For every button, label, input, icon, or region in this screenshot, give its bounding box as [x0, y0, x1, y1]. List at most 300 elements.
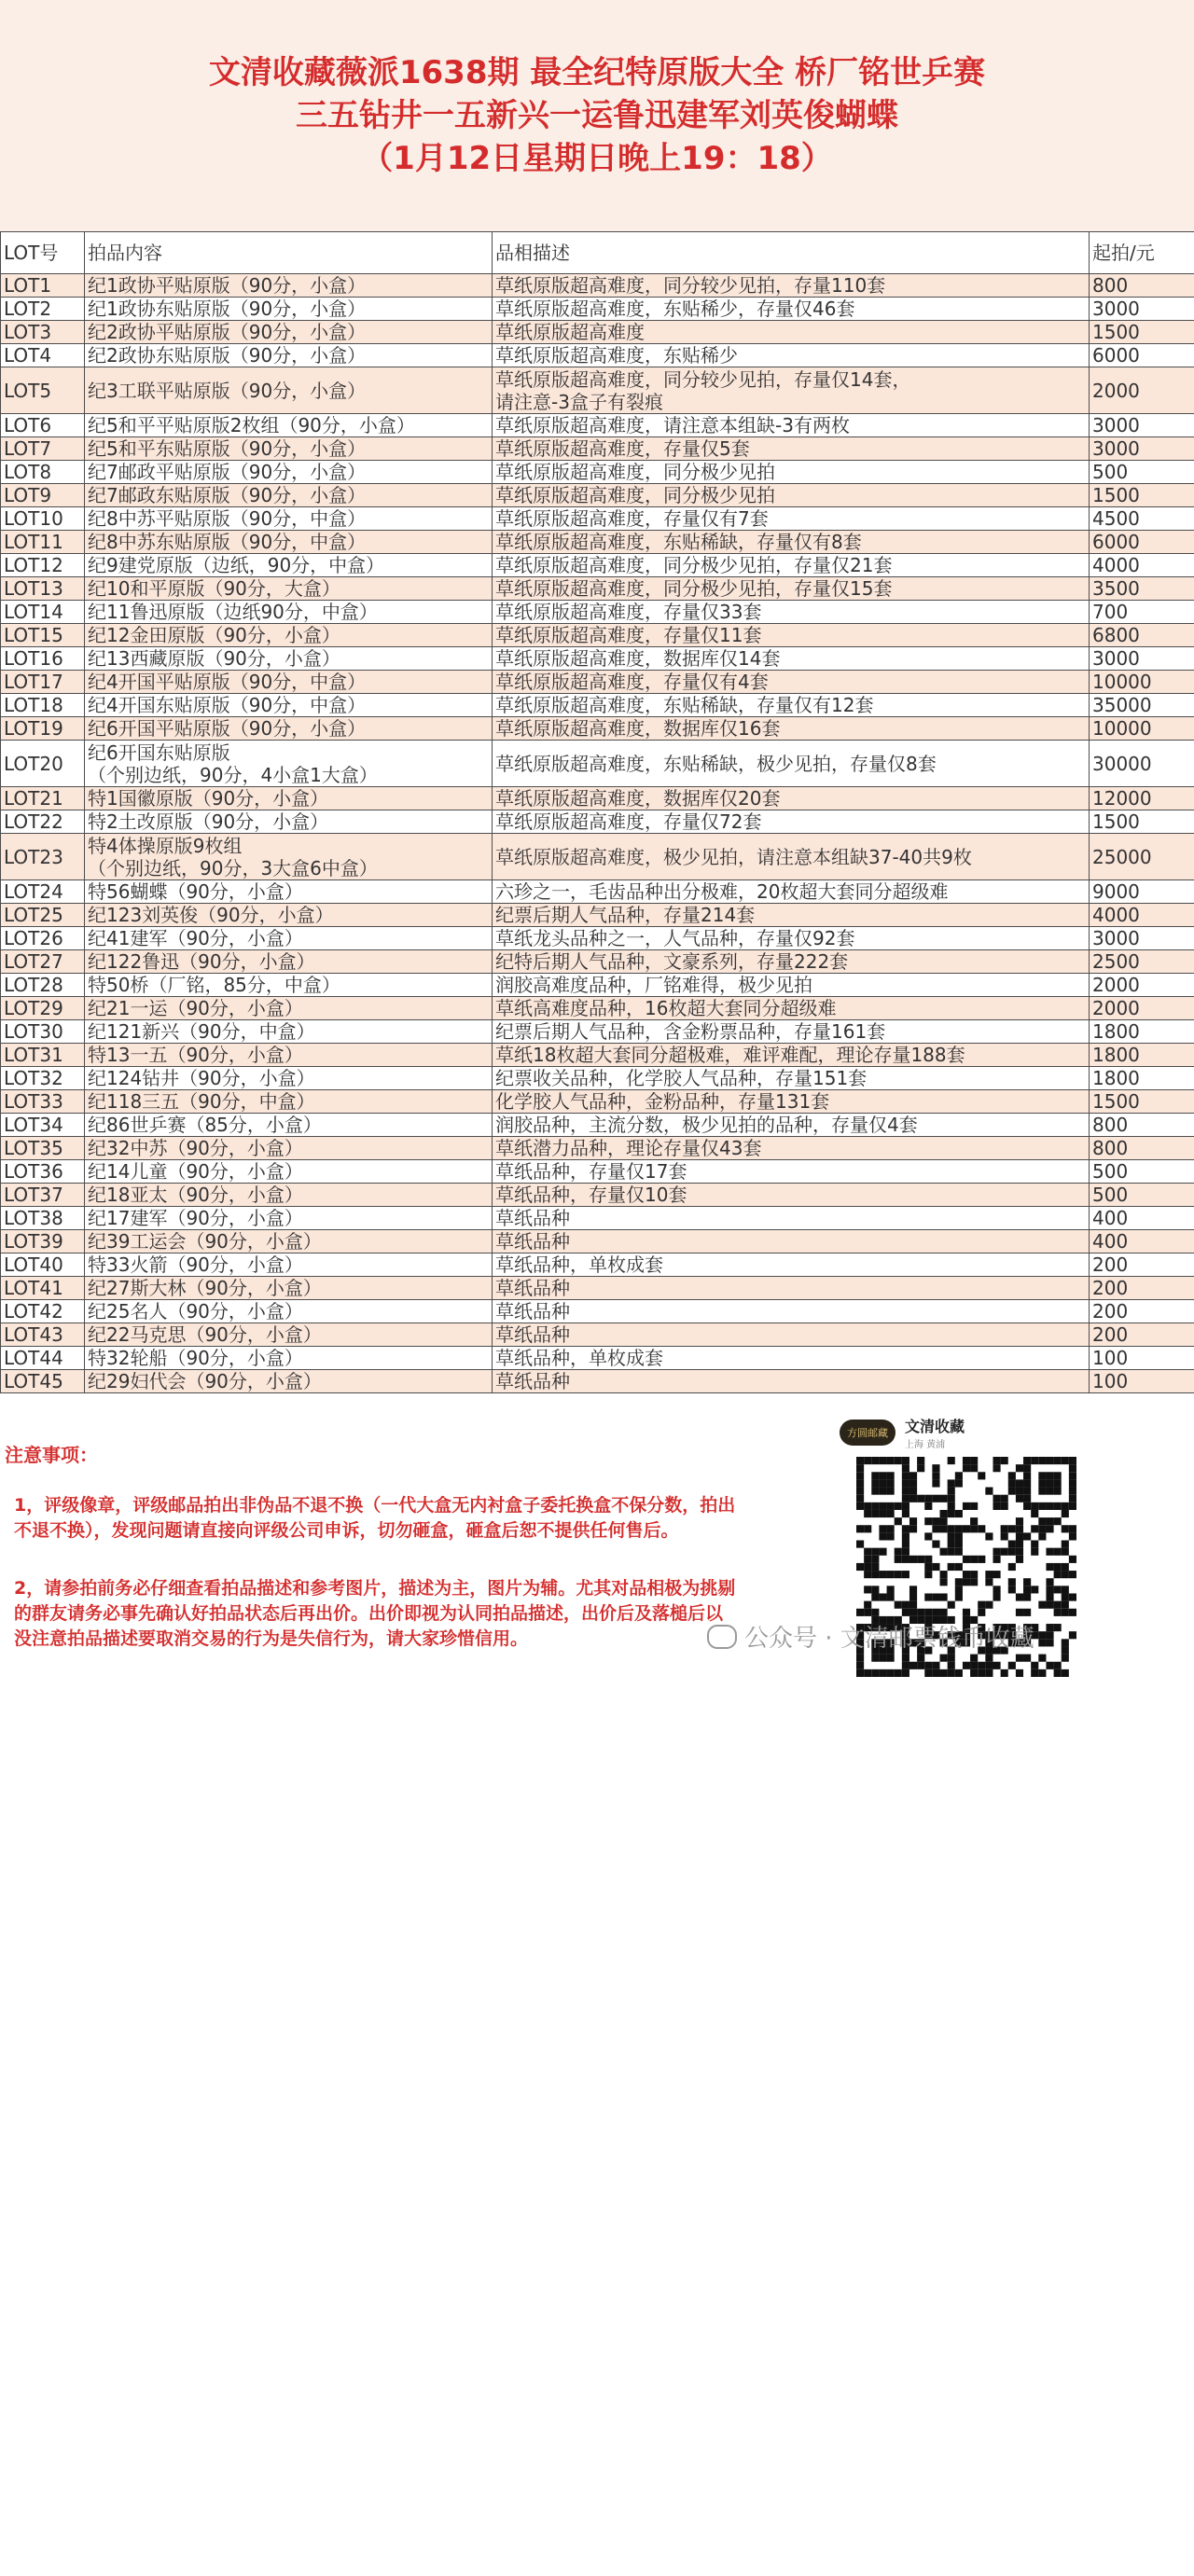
lot-start-price: 6000 — [1090, 344, 1194, 367]
lot-item — [85, 1230, 493, 1253]
lot-description-line: 草纸高难度品种，16枚超大套同分超级难 — [495, 997, 837, 1019]
table-row — [1, 298, 1194, 321]
lot-number: LOT35 — [1, 1137, 85, 1160]
lot-description — [493, 1300, 1090, 1323]
table-body — [1, 274, 1194, 1393]
table-row — [1, 717, 1194, 741]
lot-start-price: 100 — [1090, 1370, 1194, 1393]
brand-location: 上海 黄浦 — [905, 1440, 946, 1450]
lot-description-line: 草纸原版超高难度，同分极少见拍 — [495, 461, 775, 483]
lot-item — [85, 321, 493, 344]
lot-number: LOT34 — [1, 1114, 85, 1137]
lot-item-line: 纪86世乒赛（85分，小盒） — [88, 1114, 322, 1136]
brand-logo-icon: 方圆邮藏 — [840, 1420, 896, 1446]
lot-description — [493, 1020, 1090, 1044]
lot-description-line: 草纸原版超高难度，存量仅有7套 — [495, 507, 769, 530]
lot-item-line: 纪11鲁迅原版（边纸90分，中盒） — [88, 601, 378, 623]
lot-start-price: 100 — [1090, 1347, 1194, 1370]
lot-item-line: 特50桥（厂铭，85分，中盒） — [88, 974, 340, 996]
table-row — [1, 671, 1194, 694]
lot-number: LOT2 — [1, 298, 85, 321]
column-header-desc: 品相描述 — [493, 232, 1090, 274]
brand-card — [840, 1412, 1091, 1453]
lot-item-line: 纪5和平东贴原版（90分，小盒） — [88, 437, 367, 460]
lot-item — [85, 1347, 493, 1370]
lot-description-line: 草纸原版超高难度，存量仅11套 — [495, 624, 762, 646]
lot-description — [493, 461, 1090, 484]
lot-item — [85, 904, 493, 927]
table-row — [1, 787, 1194, 810]
lot-description-line: 草纸原版超高难度，东贴稀缺，极少见拍，存量仅8套 — [495, 752, 937, 775]
lot-start-price: 2000 — [1090, 974, 1194, 997]
lot-item-line: 纪22马克思（90分，小盒） — [88, 1323, 322, 1346]
lot-start-price: 4500 — [1090, 507, 1194, 531]
lot-start-price: 200 — [1090, 1300, 1194, 1323]
lot-description-line: 草纸原版超高难度，同分极少见拍，存量仅21套 — [495, 554, 893, 576]
lot-item — [85, 624, 493, 647]
lot-number: LOT24 — [1, 880, 85, 904]
lot-number: LOT20 — [1, 741, 85, 787]
lot-item — [85, 671, 493, 694]
table-row — [1, 1137, 1194, 1160]
lot-number: LOT5 — [1, 367, 85, 414]
table-row — [1, 577, 1194, 601]
table-row — [1, 437, 1194, 461]
lot-item — [85, 810, 493, 834]
lot-description-line: 草纸品种，单枚成套 — [495, 1253, 663, 1276]
table-row — [1, 904, 1194, 927]
table-row — [1, 1067, 1194, 1090]
lot-item — [85, 834, 493, 880]
lot-number: LOT7 — [1, 437, 85, 461]
lot-description — [493, 647, 1090, 671]
lot-item — [85, 927, 493, 950]
column-header-lot: LOT号 — [1, 232, 85, 274]
brand-name: 文清收藏 — [905, 1418, 965, 1435]
lot-description-line: 润胶品种，主流分数，极少见拍的品种，存量仅4套 — [495, 1114, 918, 1136]
lot-start-price: 500 — [1090, 1160, 1194, 1184]
lot-number: LOT37 — [1, 1184, 85, 1207]
notice-title: 注意事项： — [5, 1444, 98, 1466]
watermark — [707, 1619, 1034, 1654]
lot-item — [85, 414, 493, 437]
table-row — [1, 927, 1194, 950]
table-row — [1, 414, 1194, 437]
lot-start-price: 2000 — [1090, 367, 1194, 414]
lot-description-line: 草纸原版超高难度，东贴稀少 — [495, 344, 738, 367]
lot-description — [493, 367, 1090, 414]
lot-number: LOT4 — [1, 344, 85, 367]
lot-number: LOT10 — [1, 507, 85, 531]
table-row — [1, 880, 1194, 904]
lot-item-line: 特4体操原版9枚组 — [88, 834, 243, 857]
lot-item — [85, 1020, 493, 1044]
lot-item-line: 纪41建军（90分，小盒） — [88, 927, 303, 949]
lot-item-line: 纪122鲁迅（90分，小盒） — [88, 950, 315, 973]
lot-item — [85, 461, 493, 484]
lot-number: LOT11 — [1, 531, 85, 554]
title-line-3: （1月12日星期日晚上19：18） — [361, 140, 833, 177]
lot-item-line: 纪21一运（90分，小盒） — [88, 997, 303, 1019]
lot-item-line: 纪4开国东贴原版（90分，中盒） — [88, 694, 367, 716]
lot-number: LOT25 — [1, 904, 85, 927]
lot-number: LOT26 — [1, 927, 85, 950]
lot-item — [85, 787, 493, 810]
lot-item — [85, 1207, 493, 1230]
lot-number: LOT1 — [1, 274, 85, 298]
lot-item-line: 纪14儿童（90分，小盒） — [88, 1160, 303, 1183]
lot-start-price: 3000 — [1090, 647, 1194, 671]
lot-item — [85, 298, 493, 321]
lot-description-line: 纪票后期人气品种，存量214套 — [495, 904, 756, 926]
lot-item — [85, 880, 493, 904]
lot-description — [493, 1067, 1090, 1090]
lot-item — [85, 997, 493, 1020]
lot-item-line: 纪39工运会（90分，小盒） — [88, 1230, 322, 1253]
lot-start-price: 500 — [1090, 461, 1194, 484]
lot-description — [493, 507, 1090, 531]
watermark-text: 公众号 · 文清邮票钱币收藏 — [744, 1625, 1034, 1653]
lot-start-price: 3000 — [1090, 414, 1194, 437]
lot-number: LOT36 — [1, 1160, 85, 1184]
lot-start-price: 700 — [1090, 601, 1194, 624]
lot-item — [85, 554, 493, 577]
lot-start-price: 10000 — [1090, 717, 1194, 741]
lot-description-line: 草纸龙头品种之一，人气品种，存量仅92套 — [495, 927, 855, 949]
lot-description — [493, 810, 1090, 834]
wechat-icon — [707, 1625, 737, 1649]
lot-number: LOT33 — [1, 1090, 85, 1114]
lot-start-price: 2000 — [1090, 997, 1194, 1020]
lot-item — [85, 484, 493, 507]
table-row — [1, 507, 1194, 531]
lot-number: LOT31 — [1, 1044, 85, 1067]
lot-item — [85, 367, 493, 414]
notice-2-line-2: 的群友请务必事先确认好拍品状态后再出价。出价即视为认同拍品描述，出价后及落槌后以 — [14, 1603, 724, 1624]
table-row — [1, 461, 1194, 484]
table-row — [1, 624, 1194, 647]
title-line-1: 文清收藏薇派1638期 最全纪特原版大全 桥厂铭世乒赛 — [208, 54, 986, 91]
lot-start-price: 30000 — [1090, 741, 1194, 787]
lot-description-line: 草纸品种，存量仅10套 — [495, 1184, 687, 1206]
table-row — [1, 1114, 1194, 1137]
lot-description-line: 草纸原版超高难度，同分极少见拍，存量仅15套 — [495, 577, 893, 600]
lot-start-price: 800 — [1090, 1137, 1194, 1160]
table-row — [1, 647, 1194, 671]
lot-description — [493, 950, 1090, 974]
lot-description-line-2: 请注意-3盒子有裂痕 — [495, 390, 663, 413]
lot-description-line: 草纸品种 — [495, 1370, 570, 1392]
lot-description — [493, 624, 1090, 647]
lot-description-line: 草纸原版超高难度，东贴稀缺，存量仅有12套 — [495, 694, 874, 716]
lot-number: LOT16 — [1, 647, 85, 671]
table-row — [1, 950, 1194, 974]
lot-description — [493, 997, 1090, 1020]
table-row — [1, 274, 1194, 298]
lot-number: LOT23 — [1, 834, 85, 880]
lot-start-price: 25000 — [1090, 834, 1194, 880]
lot-number: LOT18 — [1, 694, 85, 717]
lot-description — [493, 1114, 1090, 1137]
lot-description — [493, 671, 1090, 694]
lot-description — [493, 531, 1090, 554]
lot-description — [493, 601, 1090, 624]
lot-item — [85, 1370, 493, 1393]
lot-description — [493, 484, 1090, 507]
lot-description-line: 纪票收关品种，化学胶人气品种，存量151套 — [495, 1067, 868, 1089]
table-row — [1, 694, 1194, 717]
lot-description — [493, 414, 1090, 437]
notice-1 — [14, 1493, 816, 1544]
table-row — [1, 531, 1194, 554]
lot-item-line: 纪29妇代会（90分，小盒） — [88, 1370, 322, 1392]
lot-item — [85, 1044, 493, 1067]
lot-start-price: 2500 — [1090, 950, 1194, 974]
lot-start-price: 1800 — [1090, 1044, 1194, 1067]
lot-number: LOT8 — [1, 461, 85, 484]
lot-description-line: 草纸品种 — [495, 1300, 570, 1323]
lot-description-line: 化学胶人气品种，金粉品种，存量131套 — [495, 1090, 830, 1113]
footer — [0, 1393, 1194, 1681]
lot-number: LOT43 — [1, 1323, 85, 1347]
lot-description-line: 草纸原版超高难度，请注意本组缺-3有两枚 — [495, 414, 850, 436]
lot-start-price: 800 — [1090, 1114, 1194, 1137]
lot-number: LOT6 — [1, 414, 85, 437]
lot-item — [85, 274, 493, 298]
table-row — [1, 1300, 1194, 1323]
lot-item-line: 特32轮船（90分，小盒） — [88, 1347, 303, 1369]
lot-item-line: 纪1政协东贴原版（90分，小盒） — [88, 298, 367, 320]
lot-start-price: 1800 — [1090, 1020, 1194, 1044]
lot-item-line: 纪18亚太（90分，小盒） — [88, 1184, 303, 1206]
lot-start-price: 400 — [1090, 1207, 1194, 1230]
table-row — [1, 1323, 1194, 1347]
lot-description-line: 润胶高难度品种，厂铭难得，极少见拍 — [495, 974, 812, 996]
lot-item-line: 纪7邮政平贴原版（90分，小盒） — [88, 461, 367, 483]
lot-description-line: 草纸原版超高难度，同分较少见拍，存量仅14套， — [495, 367, 911, 391]
lot-number: LOT15 — [1, 624, 85, 647]
lot-item-line: 特1国徽原版（90分，小盒） — [88, 787, 329, 810]
lot-start-price: 1500 — [1090, 1090, 1194, 1114]
lot-start-price: 3000 — [1090, 927, 1194, 950]
lot-description-line: 草纸原版超高难度 — [495, 321, 645, 343]
lot-item-line: 纪25名人（90分，小盒） — [88, 1300, 303, 1323]
lot-start-price: 35000 — [1090, 694, 1194, 717]
table-row — [1, 367, 1194, 414]
lot-start-price: 10000 — [1090, 671, 1194, 694]
lot-description-line: 纪特后期人气品种，文豪系列，存量222套 — [495, 950, 849, 973]
lot-number: LOT13 — [1, 577, 85, 601]
notice-1-line-1: 1，评级像章，评级邮品拍出非伪品不退不换（一代大盒无内衬盒子委托换盒不保分数，拍出 — [14, 1495, 736, 1516]
lot-description-line: 草纸品种 — [495, 1207, 570, 1229]
lot-item-line: 纪10和平原版（90分，大盒） — [88, 577, 340, 600]
lot-description-line: 草纸原版超高难度，数据库仅14套 — [495, 647, 781, 670]
lot-number: LOT12 — [1, 554, 85, 577]
lot-description-line: 草纸原版超高难度，东贴稀缺，存量仅有8套 — [495, 531, 862, 553]
lot-description-line: 草纸品种，存量仅17套 — [495, 1160, 687, 1183]
lot-item-line: 纪6开国东贴原版 — [88, 741, 230, 764]
table-row — [1, 1253, 1194, 1277]
lot-item — [85, 1114, 493, 1137]
lot-description-line: 草纸原版超高难度，存量仅72套 — [495, 810, 762, 833]
lot-item — [85, 1137, 493, 1160]
lot-description — [493, 344, 1090, 367]
table-row — [1, 1044, 1194, 1067]
lot-description — [493, 834, 1090, 880]
lot-description-line: 草纸原版超高难度，数据库仅16套 — [495, 717, 781, 740]
lot-item — [85, 507, 493, 531]
lot-start-price: 1500 — [1090, 321, 1194, 344]
lot-description — [493, 1184, 1090, 1207]
lot-item-line: 特2土改原版（90分，小盒） — [88, 810, 329, 833]
lot-item-line-2: （个别边纸，90分，4小盒1大盒） — [88, 763, 378, 786]
lot-item — [85, 1184, 493, 1207]
lot-item-line: 纪7邮政东贴原版（90分，小盒） — [88, 484, 367, 506]
lot-description — [493, 1323, 1090, 1347]
lot-description — [493, 274, 1090, 298]
table-row — [1, 1020, 1194, 1044]
lot-start-price: 200 — [1090, 1323, 1194, 1347]
lot-start-price: 4000 — [1090, 554, 1194, 577]
lot-item-line: 纪1政协平贴原版（90分，小盒） — [88, 274, 367, 297]
lot-item — [85, 1160, 493, 1184]
lot-description-line: 草纸18枚超大套同分超极难，难评难配，理论存量188套 — [495, 1044, 965, 1066]
table-row — [1, 1230, 1194, 1253]
lot-item — [85, 437, 493, 461]
lot-description — [493, 1277, 1090, 1300]
lot-description — [493, 717, 1090, 741]
lot-item-line: 纪32中苏（90分，小盒） — [88, 1137, 303, 1159]
table-row — [1, 321, 1194, 344]
lot-item — [85, 1253, 493, 1277]
lot-start-price: 800 — [1090, 274, 1194, 298]
table-header-row — [1, 232, 1194, 274]
lot-start-price: 3500 — [1090, 577, 1194, 601]
lot-number: LOT9 — [1, 484, 85, 507]
lot-item-line: 纪118三五（90分，中盒） — [88, 1090, 315, 1113]
notice-2-line-3: 没注意拍品描述要取消交易的行为是失信行为，请大家珍惜信用。 — [14, 1628, 529, 1649]
lot-item — [85, 1067, 493, 1090]
lot-description — [493, 694, 1090, 717]
lot-number: LOT41 — [1, 1277, 85, 1300]
lot-description — [493, 1090, 1090, 1114]
lot-description — [493, 298, 1090, 321]
lot-description-line: 草纸品种 — [495, 1230, 570, 1253]
lot-item — [85, 974, 493, 997]
lot-item-line: 纪13西藏原版（90分，小盒） — [88, 647, 340, 670]
table-row — [1, 741, 1194, 787]
lot-item — [85, 647, 493, 671]
notice-1-line-2: 不退不换），发现问题请直接向评级公司申诉，切勿砸盒，砸盒后恕不提供任何售后。 — [14, 1520, 679, 1541]
lot-start-price: 500 — [1090, 1184, 1194, 1207]
lot-start-price: 400 — [1090, 1230, 1194, 1253]
lot-description-line: 草纸原版超高难度，同分极少见拍 — [495, 484, 775, 506]
lot-description — [493, 1253, 1090, 1277]
lot-item-line: 纪27斯大林（90分，小盒） — [88, 1277, 322, 1299]
table-row — [1, 1184, 1194, 1207]
lot-description-line: 草纸潜力品种，理论存量仅43套 — [495, 1137, 762, 1159]
lot-description — [493, 554, 1090, 577]
lot-number: LOT3 — [1, 321, 85, 344]
lot-start-price: 12000 — [1090, 787, 1194, 810]
lot-description — [493, 1347, 1090, 1370]
lot-description — [493, 880, 1090, 904]
table-row — [1, 554, 1194, 577]
table-row — [1, 974, 1194, 997]
lot-item — [85, 531, 493, 554]
lot-description-line: 草纸品种，单枚成套 — [495, 1347, 663, 1369]
lot-description — [493, 741, 1090, 787]
column-header-price: 起拍/元 — [1090, 232, 1194, 274]
lot-description — [493, 1160, 1090, 1184]
lot-item — [85, 1277, 493, 1300]
lot-number: LOT32 — [1, 1067, 85, 1090]
table-row — [1, 484, 1194, 507]
lot-description — [493, 321, 1090, 344]
table-row — [1, 1090, 1194, 1114]
lot-item-line: 纪3工联平贴原版（90分，小盒） — [88, 379, 367, 402]
lot-description — [493, 974, 1090, 997]
lot-item-line: 纪2政协东贴原版（90分，小盒） — [88, 344, 367, 367]
lot-description — [493, 1370, 1090, 1393]
lot-item-line: 纪17建军（90分，小盒） — [88, 1207, 303, 1229]
lot-description-line: 草纸原版超高难度，数据库仅20套 — [495, 787, 781, 810]
table-row — [1, 601, 1194, 624]
lot-item-line: 纪8中苏东贴原版（90分，中盒） — [88, 531, 367, 553]
lot-item-line: 纪5和平平贴原版2枚组（90分，小盒） — [88, 414, 415, 436]
lot-description — [493, 1230, 1090, 1253]
lot-start-price: 1500 — [1090, 810, 1194, 834]
lot-description — [493, 904, 1090, 927]
lot-item-line: 纪12金田原版（90分，小盒） — [88, 624, 340, 646]
lot-item — [85, 1300, 493, 1323]
lot-item — [85, 577, 493, 601]
lot-item — [85, 694, 493, 717]
lot-description — [493, 577, 1090, 601]
lot-item-line: 纪4开国平贴原版（90分，中盒） — [88, 671, 367, 693]
table-row — [1, 1207, 1194, 1230]
lot-item — [85, 741, 493, 787]
lot-item-line: 纪124钻井（90分，小盒） — [88, 1067, 315, 1089]
notice-2-line-1: 2，请参拍前务必仔细查看拍品描述和参考图片，描述为主，图片为辅。尤其对品相极为挑剔 — [14, 1578, 736, 1599]
lot-description-line: 草纸原版超高难度，同分较少见拍，存量110套 — [495, 274, 886, 297]
lot-number: LOT19 — [1, 717, 85, 741]
lot-item — [85, 601, 493, 624]
lot-start-price: 1500 — [1090, 484, 1194, 507]
lot-item-line: 纪6开国平贴原版（90分，小盒） — [88, 717, 367, 740]
lot-start-price: 3000 — [1090, 437, 1194, 461]
lot-description-line: 草纸原版超高难度，东贴稀少，存量仅46套 — [495, 298, 855, 320]
lot-number: LOT42 — [1, 1300, 85, 1323]
lot-description-line: 草纸品种 — [495, 1277, 570, 1299]
lot-item-line: 特33火箭（90分，小盒） — [88, 1253, 303, 1276]
lot-number: LOT27 — [1, 950, 85, 974]
lot-number: LOT22 — [1, 810, 85, 834]
lot-start-price: 1800 — [1090, 1067, 1194, 1090]
table-row — [1, 997, 1194, 1020]
lot-start-price: 6000 — [1090, 531, 1194, 554]
lot-number: LOT38 — [1, 1207, 85, 1230]
auction-table — [0, 231, 1194, 1393]
lot-number: LOT30 — [1, 1020, 85, 1044]
lot-number: LOT14 — [1, 601, 85, 624]
table-row — [1, 1277, 1194, 1300]
lot-description-line: 草纸原版超高难度，存量仅5套 — [495, 437, 750, 460]
lot-description — [493, 1137, 1090, 1160]
lot-start-price: 9000 — [1090, 880, 1194, 904]
title-line-2: 三五钻井一五新兴一运鲁迅建军刘英俊蝴蝶 — [296, 97, 898, 134]
lot-number: LOT40 — [1, 1253, 85, 1277]
